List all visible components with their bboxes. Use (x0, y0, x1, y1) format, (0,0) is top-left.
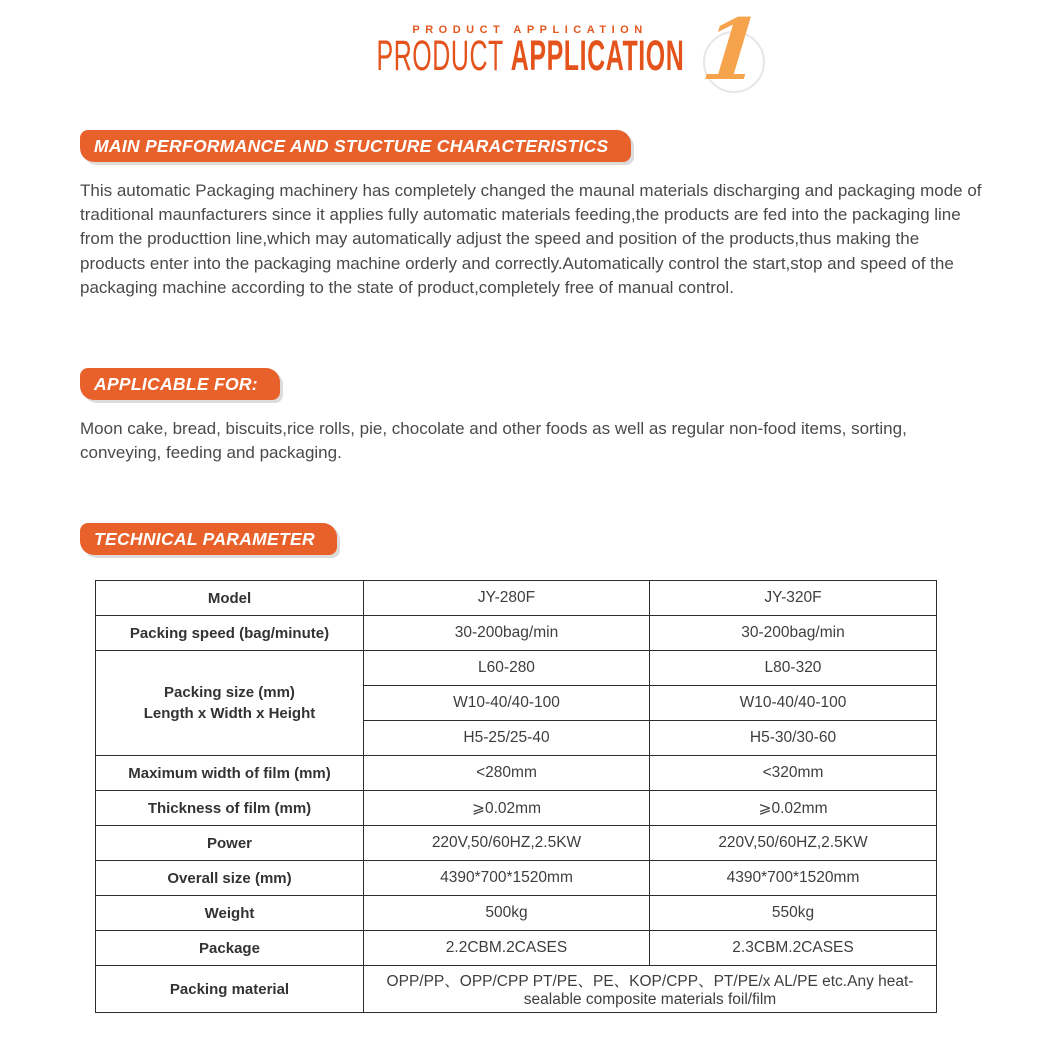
banner-technical-parameter: TECHNICAL PARAMETER (80, 523, 337, 555)
technical-parameter-table (95, 580, 937, 1013)
table-row-packing-material (96, 966, 937, 1013)
spec-label-packing-speed: Packing speed (bag/minute) (96, 616, 364, 651)
spec-label-film-thickness: Thickness of film (mm) (96, 791, 364, 826)
spec-label-packing-size (96, 651, 364, 756)
spec-label-model: Model (96, 581, 364, 616)
spec-value-max-film-width-1: <280mm (364, 756, 650, 791)
spec-value-power-2: 220V,50/60HZ,2.5KW (650, 826, 937, 861)
table-row-power (96, 826, 937, 861)
spec-label-overall-size: Overall size (mm) (96, 861, 364, 896)
page-title (0, 34, 1060, 88)
spec-value-package-2: 2.3CBM.2CASES (650, 931, 937, 966)
packing-size-label-line2: Length x Width x Height (143, 705, 316, 722)
spec-value-weight-2: 550kg (650, 896, 937, 931)
spec-value-power-1: 220V,50/60HZ,2.5KW (364, 826, 650, 861)
spec-value-height-1: H5-25/25-40 (364, 721, 650, 756)
spec-value-film-thickness-2: ⩾0.02mm (650, 791, 937, 826)
spec-value-film-thickness-1: ⩾0.02mm (364, 791, 650, 826)
spec-value-height-2: H5-30/30-60 (650, 721, 937, 756)
spec-value-max-film-width-2: <320mm (650, 756, 937, 791)
table-row-packing-speed (96, 616, 937, 651)
spec-value-weight-1: 500kg (364, 896, 650, 931)
spec-label-packing-material: Packing material (96, 966, 364, 1013)
table-row-max-film-width (96, 756, 937, 791)
table-row-model (96, 581, 937, 616)
spec-value-length-1: L60-280 (364, 651, 650, 686)
spec-value-model-jy320f: JY-320F (650, 581, 937, 616)
spec-value-overall-size-2: 4390*700*1520mm (650, 861, 937, 896)
packing-size-label-line1: Packing size (mm) (164, 684, 295, 701)
spec-label-max-film-width: Maximum width of film (mm) (96, 756, 364, 791)
spec-value-package-1: 2.2CBM.2CASES (364, 931, 650, 966)
banner-applicable-for: APPLICABLE FOR: (80, 368, 280, 400)
page-title-light: PRODUCT (376, 32, 504, 80)
spec-value-width-1: W10-40/40-100 (364, 686, 650, 721)
spec-value-overall-size-1: 4390*700*1520mm (364, 861, 650, 896)
banner-main-performance: MAIN PERFORMANCE AND STUCTURE CHARACTERISTICS (80, 130, 631, 162)
table-row-package (96, 931, 937, 966)
table-row-overall-size (96, 861, 937, 896)
applicable-paragraph: Moon cake, bread, biscuits,rice rolls, pie, chocolate and other foods as well as regular non-food items, sorting, conveying, feeding and packaging. (80, 419, 907, 463)
spec-value-packing-speed-1: 30-200bag/min (364, 616, 650, 651)
spec-value-width-2: W10-40/40-100 (650, 686, 937, 721)
spec-value-packing-speed-2: 30-200bag/min (650, 616, 937, 651)
spec-value-packing-material: OPP/PP、OPP/CPP PT/PE、PE、KOP/CPP、PT/PE/x AL/PE etc.Any heat-sealable composite materials foil/film (364, 966, 937, 1013)
spec-label-weight: Weight (96, 896, 364, 931)
table-row-packing-size-length (96, 651, 937, 686)
section-number: 1 (697, 0, 767, 99)
table-row-weight (96, 896, 937, 931)
spec-value-length-2: L80-320 (650, 651, 937, 686)
spec-label-package: Package (96, 931, 364, 966)
spec-label-power: Power (96, 826, 364, 861)
spec-value-model-jy280f: JY-280F (364, 581, 650, 616)
eyebrow-title: PRODUCT APPLICATION (412, 24, 648, 36)
performance-paragraph: This automatic Packaging machinery has completely changed the maunal materials discharging and packaging mode of traditional maunfacturers since it applies fully automatic materials feeding,the products are fed into the packaging line from the producttion line,which may automatically adjust the speed and position of the products,thus making the products enter into the packaging machine orderly and correctly.Automatically control the start,stop and speed of the packaging machine according to the state of product,completely free of manual control. (80, 181, 982, 297)
table-row-film-thickness (96, 791, 937, 826)
page-title-bold: APPLICATION (510, 32, 684, 80)
